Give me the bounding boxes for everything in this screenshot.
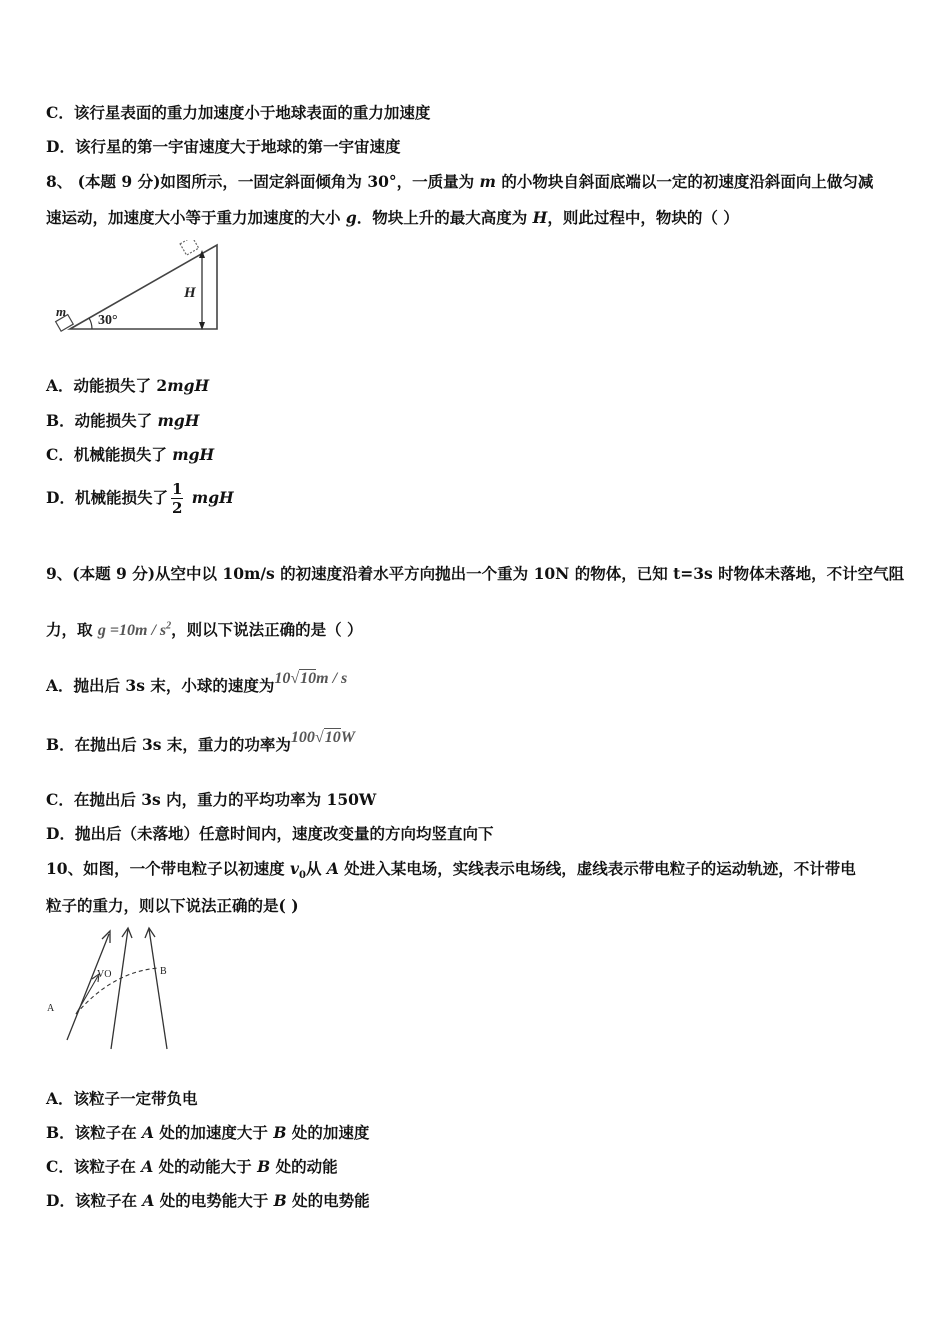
angle-label: 30° (98, 313, 118, 328)
field-line (67, 934, 112, 1040)
q9-option-a: A．抛出后 3s 末，小球的速度为10√10m / s (46, 670, 348, 695)
q9-option-d: D．抛出后（未落地）任意时间内，速度改变量的方向均竖直向下 (46, 824, 494, 843)
q10-option-d: D．该粒子在 A 处的电势能大于 B 处的电势能 (46, 1191, 370, 1210)
q10-option-a: A．该粒子一定带负电 (46, 1089, 198, 1108)
q10-option-b: B．该粒子在 A 处的加速度大于 B 处的加速度 (46, 1123, 370, 1142)
q9-option-c: C．在抛出后 3s 内，重力的平均功率为 150W (46, 790, 377, 809)
speed-expression: 10√10m / s (274, 670, 348, 687)
q10-option-c: C．该粒子在 A 处的动能大于 B 处的动能 (46, 1157, 338, 1176)
electric-field-figure (42, 922, 182, 1057)
point-a-label: A (47, 1003, 55, 1014)
q10-stem-line2: 粒子的重力，则以下说法正确的是( ) (46, 896, 299, 915)
q8-option-d: D．机械能损失了 $\frac{1}{2}$ mgH (46, 480, 234, 517)
q10-stem-line1: 10、如图，一个带电粒子以初速度 $v_0$从 A 处进入某电场，实线表示电场线，虚线表示带电粒子的运动轨迹，不计带电 (46, 859, 856, 882)
field-line (149, 929, 167, 1049)
q9-stem-line1: 9、(本题 9 分)从空中以 10m/s 的初速度沿着水平方向抛出一个重为 10N 的物体，已知 t=3s 时物体未落地，不计空气阻 (46, 564, 905, 583)
q8-option-a: A．动能损失了 2mgH (46, 376, 210, 395)
angle-arc (89, 318, 92, 329)
q8-stem-line1: 8、 (本题 9 分)如图所示，一固定斜面倾角为 30°，一质量为 m 的小物块自斜面底端以一定的初速度沿斜面向上做匀减 (46, 172, 874, 191)
q8-stem-line2: 速运动，加速度大小等于重力加速度的大小 g．物块上升的最大高度为 H，则此过程中，物块的（ ） (46, 208, 739, 227)
q9-option-b: B．在抛出后 3s 末，重力的功率为100√10W (46, 729, 355, 754)
q7-option-d: D．该行星的第一宇宙速度大于地球的第一宇宙速度 (46, 137, 401, 156)
q7-option-c: C．该行星表面的重力加速度小于地球表面的重力加速度 (46, 103, 431, 122)
fraction-half: $\frac{1}{2}$ (171, 480, 183, 517)
q8-option-c: C．机械能损失了 mgH (46, 445, 215, 464)
field-line (111, 929, 128, 1049)
velocity-arrow (76, 976, 98, 1014)
q8-option-b: B．动能损失了 mgH (46, 411, 200, 430)
block-top (180, 240, 199, 255)
incline-figure (52, 240, 227, 340)
point-b-label: B (160, 966, 167, 977)
v0-label: VO (97, 969, 112, 980)
q9-stem-line2: 力，取 $g =10m / s^2$，则以下说法正确的是（ ） (46, 620, 363, 639)
g-expression: $g =10m / s^2$ (97, 620, 172, 639)
mass-label: m (56, 304, 67, 319)
power-expression: 100√10W (290, 729, 355, 746)
height-label: H (184, 285, 196, 301)
